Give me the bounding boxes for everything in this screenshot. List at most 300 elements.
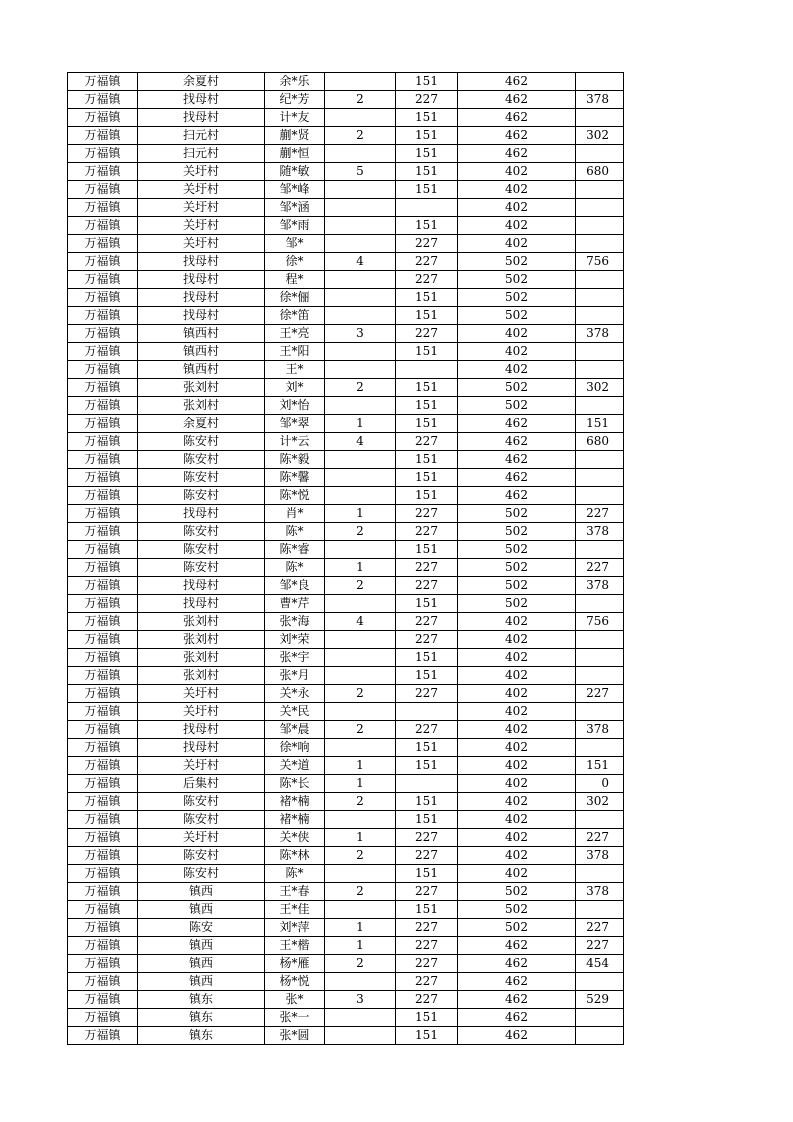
household-count-cell xyxy=(325,361,396,379)
village-cell: 镇东 xyxy=(138,1009,265,1027)
village-cell: 张刘村 xyxy=(138,379,265,397)
name-cell: 陈*睿 xyxy=(265,541,325,559)
village-cell: 找母村 xyxy=(138,739,265,757)
table-row xyxy=(68,991,624,1009)
town-cell: 万福镇 xyxy=(68,91,138,109)
town-cell: 万福镇 xyxy=(68,253,138,271)
table-row xyxy=(68,397,624,415)
name-cell: 徐*俪 xyxy=(265,289,325,307)
table-row xyxy=(68,523,624,541)
name-cell: 曹*芹 xyxy=(265,595,325,613)
base-cell: 502 xyxy=(458,289,576,307)
name-cell: 杨*悦 xyxy=(265,973,325,991)
standard-cell: 151 xyxy=(396,289,458,307)
name-cell: 王*佳 xyxy=(265,901,325,919)
table-row xyxy=(68,127,624,145)
amount-cell: 454 xyxy=(576,955,624,973)
amount-cell xyxy=(576,307,624,325)
town-cell: 万福镇 xyxy=(68,613,138,631)
household-count-cell xyxy=(325,199,396,217)
village-cell: 扫元村 xyxy=(138,127,265,145)
amount-cell xyxy=(576,181,624,199)
town-cell: 万福镇 xyxy=(68,487,138,505)
town-cell: 万福镇 xyxy=(68,703,138,721)
base-cell: 402 xyxy=(458,757,576,775)
village-cell: 关圩村 xyxy=(138,217,265,235)
town-cell: 万福镇 xyxy=(68,775,138,793)
name-cell: 关*侠 xyxy=(265,829,325,847)
village-cell: 关圩村 xyxy=(138,829,265,847)
name-cell: 陈* xyxy=(265,865,325,883)
standard-cell: 151 xyxy=(396,739,458,757)
amount-cell xyxy=(576,739,624,757)
village-cell: 镇东 xyxy=(138,991,265,1009)
table-row xyxy=(68,793,624,811)
standard-cell: 227 xyxy=(396,631,458,649)
standard-cell: 151 xyxy=(396,595,458,613)
table-row xyxy=(68,217,624,235)
base-cell: 402 xyxy=(458,865,576,883)
standard-cell xyxy=(396,199,458,217)
village-cell: 张刘村 xyxy=(138,613,265,631)
household-count-cell xyxy=(325,397,396,415)
name-cell: 刘*怡 xyxy=(265,397,325,415)
standard-cell: 227 xyxy=(396,955,458,973)
standard-cell: 227 xyxy=(396,721,458,739)
village-cell: 镇西 xyxy=(138,973,265,991)
base-cell: 402 xyxy=(458,235,576,253)
name-cell: 邹*峰 xyxy=(265,181,325,199)
household-count-cell xyxy=(325,109,396,127)
name-cell: 王*阳 xyxy=(265,343,325,361)
base-cell: 502 xyxy=(458,901,576,919)
standard-cell: 151 xyxy=(396,307,458,325)
table-row xyxy=(68,649,624,667)
base-cell: 402 xyxy=(458,847,576,865)
name-cell: 杨*雁 xyxy=(265,955,325,973)
base-cell: 502 xyxy=(458,919,576,937)
town-cell: 万福镇 xyxy=(68,649,138,667)
household-count-cell xyxy=(325,289,396,307)
household-count-cell: 2 xyxy=(325,91,396,109)
table-row xyxy=(68,379,624,397)
village-cell: 陈安村 xyxy=(138,451,265,469)
base-cell: 402 xyxy=(458,667,576,685)
village-cell: 找母村 xyxy=(138,91,265,109)
name-cell: 计*云 xyxy=(265,433,325,451)
table-row xyxy=(68,289,624,307)
name-cell: 徐* xyxy=(265,253,325,271)
town-cell: 万福镇 xyxy=(68,991,138,1009)
table-row xyxy=(68,937,624,955)
standard-cell: 227 xyxy=(396,253,458,271)
table-row xyxy=(68,235,624,253)
amount-cell: 227 xyxy=(576,937,624,955)
village-cell: 找母村 xyxy=(138,505,265,523)
table-row xyxy=(68,595,624,613)
base-cell: 462 xyxy=(458,127,576,145)
table-row xyxy=(68,613,624,631)
town-cell: 万福镇 xyxy=(68,163,138,181)
base-cell: 402 xyxy=(458,775,576,793)
table-row xyxy=(68,919,624,937)
table-row xyxy=(68,577,624,595)
household-count-cell: 4 xyxy=(325,253,396,271)
base-cell: 502 xyxy=(458,541,576,559)
amount-cell xyxy=(576,487,624,505)
table-row xyxy=(68,325,624,343)
household-count-cell xyxy=(325,73,396,91)
name-cell: 邹*雨 xyxy=(265,217,325,235)
name-cell: 王* xyxy=(265,361,325,379)
name-cell: 张*海 xyxy=(265,613,325,631)
amount-cell: 378 xyxy=(576,91,624,109)
name-cell: 陈*毅 xyxy=(265,451,325,469)
village-cell: 找母村 xyxy=(138,271,265,289)
amount-cell xyxy=(576,541,624,559)
village-cell: 找母村 xyxy=(138,109,265,127)
base-cell: 462 xyxy=(458,973,576,991)
table-row xyxy=(68,883,624,901)
amount-cell xyxy=(576,865,624,883)
name-cell: 张*一 xyxy=(265,1009,325,1027)
base-cell: 402 xyxy=(458,739,576,757)
amount-cell: 378 xyxy=(576,523,624,541)
name-cell: 徐*响 xyxy=(265,739,325,757)
village-cell: 陈安村 xyxy=(138,793,265,811)
village-cell: 镇西 xyxy=(138,937,265,955)
amount-cell: 151 xyxy=(576,415,624,433)
table-row xyxy=(68,1009,624,1027)
base-cell: 402 xyxy=(458,829,576,847)
standard-cell: 151 xyxy=(396,415,458,433)
base-cell: 462 xyxy=(458,469,576,487)
town-cell: 万福镇 xyxy=(68,523,138,541)
table-row xyxy=(68,163,624,181)
village-cell: 陈安村 xyxy=(138,865,265,883)
amount-cell xyxy=(576,271,624,289)
standard-cell: 151 xyxy=(396,865,458,883)
household-count-cell xyxy=(325,451,396,469)
household-count-cell: 2 xyxy=(325,721,396,739)
village-cell: 关圩村 xyxy=(138,757,265,775)
town-cell: 万福镇 xyxy=(68,667,138,685)
amount-cell xyxy=(576,145,624,163)
town-cell: 万福镇 xyxy=(68,973,138,991)
amount-cell xyxy=(576,973,624,991)
amount-cell: 378 xyxy=(576,847,624,865)
amount-cell: 227 xyxy=(576,919,624,937)
amount-cell: 227 xyxy=(576,829,624,847)
name-cell: 程* xyxy=(265,271,325,289)
name-cell: 关*道 xyxy=(265,757,325,775)
town-cell: 万福镇 xyxy=(68,847,138,865)
base-cell: 462 xyxy=(458,1009,576,1027)
household-count-cell xyxy=(325,1009,396,1027)
standard-cell: 227 xyxy=(396,991,458,1009)
town-cell: 万福镇 xyxy=(68,181,138,199)
name-cell: 陈*林 xyxy=(265,847,325,865)
table-body xyxy=(68,73,624,1045)
household-count-cell xyxy=(325,865,396,883)
amount-cell: 529 xyxy=(576,991,624,1009)
village-cell: 关圩村 xyxy=(138,199,265,217)
standard-cell: 151 xyxy=(396,541,458,559)
amount-cell xyxy=(576,451,624,469)
base-cell: 502 xyxy=(458,397,576,415)
name-cell: 刘*荣 xyxy=(265,631,325,649)
village-cell: 镇西 xyxy=(138,883,265,901)
name-cell: 蒯*贤 xyxy=(265,127,325,145)
name-cell: 余*乐 xyxy=(265,73,325,91)
household-count-cell: 5 xyxy=(325,163,396,181)
base-cell: 402 xyxy=(458,793,576,811)
amount-cell: 302 xyxy=(576,127,624,145)
name-cell: 张*圆 xyxy=(265,1027,325,1045)
household-count-cell: 2 xyxy=(325,955,396,973)
name-cell: 徐*笛 xyxy=(265,307,325,325)
village-cell: 镇西村 xyxy=(138,343,265,361)
name-cell: 邹*晨 xyxy=(265,721,325,739)
table-row xyxy=(68,847,624,865)
village-cell: 陈安村 xyxy=(138,847,265,865)
town-cell: 万福镇 xyxy=(68,307,138,325)
table-row xyxy=(68,901,624,919)
name-cell: 陈* xyxy=(265,523,325,541)
village-cell: 找母村 xyxy=(138,577,265,595)
village-cell: 关圩村 xyxy=(138,703,265,721)
base-cell: 462 xyxy=(458,487,576,505)
village-cell: 找母村 xyxy=(138,253,265,271)
name-cell: 邹*翠 xyxy=(265,415,325,433)
standard-cell: 151 xyxy=(396,451,458,469)
household-count-cell xyxy=(325,1027,396,1045)
standard-cell: 227 xyxy=(396,433,458,451)
base-cell: 462 xyxy=(458,109,576,127)
table-row xyxy=(68,865,624,883)
town-cell: 万福镇 xyxy=(68,541,138,559)
household-count-cell xyxy=(325,271,396,289)
table-row xyxy=(68,181,624,199)
town-cell: 万福镇 xyxy=(68,109,138,127)
town-cell: 万福镇 xyxy=(68,73,138,91)
standard-cell: 227 xyxy=(396,829,458,847)
standard-cell: 227 xyxy=(396,937,458,955)
amount-cell: 680 xyxy=(576,433,624,451)
town-cell: 万福镇 xyxy=(68,559,138,577)
standard-cell: 227 xyxy=(396,685,458,703)
household-count-cell xyxy=(325,739,396,757)
town-cell: 万福镇 xyxy=(68,343,138,361)
standard-cell: 151 xyxy=(396,145,458,163)
base-cell: 402 xyxy=(458,343,576,361)
village-cell: 关圩村 xyxy=(138,163,265,181)
amount-cell xyxy=(576,235,624,253)
table-row xyxy=(68,451,624,469)
household-count-cell: 2 xyxy=(325,685,396,703)
standard-cell: 151 xyxy=(396,217,458,235)
village-cell: 镇东 xyxy=(138,1027,265,1045)
name-cell: 陈*馨 xyxy=(265,469,325,487)
table-row xyxy=(68,811,624,829)
amount-cell xyxy=(576,667,624,685)
town-cell: 万福镇 xyxy=(68,271,138,289)
name-cell: 关*永 xyxy=(265,685,325,703)
amount-cell: 227 xyxy=(576,685,624,703)
household-count-cell: 4 xyxy=(325,613,396,631)
household-count-cell: 2 xyxy=(325,793,396,811)
standard-cell: 227 xyxy=(396,271,458,289)
standard-cell: 151 xyxy=(396,1027,458,1045)
name-cell: 纪*芳 xyxy=(265,91,325,109)
amount-cell: 378 xyxy=(576,325,624,343)
household-count-cell: 2 xyxy=(325,577,396,595)
town-cell: 万福镇 xyxy=(68,505,138,523)
standard-cell: 151 xyxy=(396,793,458,811)
amount-cell xyxy=(576,343,624,361)
name-cell: 张*月 xyxy=(265,667,325,685)
amount-cell: 227 xyxy=(576,505,624,523)
town-cell: 万福镇 xyxy=(68,1009,138,1027)
town-cell: 万福镇 xyxy=(68,577,138,595)
town-cell: 万福镇 xyxy=(68,955,138,973)
household-count-cell xyxy=(325,145,396,163)
village-cell: 关圩村 xyxy=(138,181,265,199)
town-cell: 万福镇 xyxy=(68,235,138,253)
table-row xyxy=(68,469,624,487)
table-row xyxy=(68,1027,624,1045)
standard-cell: 151 xyxy=(396,127,458,145)
base-cell: 462 xyxy=(458,415,576,433)
amount-cell xyxy=(576,469,624,487)
town-cell: 万福镇 xyxy=(68,595,138,613)
base-cell: 402 xyxy=(458,631,576,649)
base-cell: 402 xyxy=(458,649,576,667)
household-count-cell: 3 xyxy=(325,325,396,343)
standard-cell: 151 xyxy=(396,469,458,487)
name-cell: 计*友 xyxy=(265,109,325,127)
town-cell: 万福镇 xyxy=(68,865,138,883)
table-row xyxy=(68,721,624,739)
village-cell: 张刘村 xyxy=(138,649,265,667)
table-row xyxy=(68,541,624,559)
town-cell: 万福镇 xyxy=(68,757,138,775)
standard-cell: 227 xyxy=(396,577,458,595)
town-cell: 万福镇 xyxy=(68,379,138,397)
town-cell: 万福镇 xyxy=(68,829,138,847)
amount-cell xyxy=(576,1009,624,1027)
name-cell: 褚*楠 xyxy=(265,793,325,811)
village-cell: 扫元村 xyxy=(138,145,265,163)
name-cell: 蒯*恒 xyxy=(265,145,325,163)
household-count-cell xyxy=(325,811,396,829)
name-cell: 陈* xyxy=(265,559,325,577)
table-row xyxy=(68,361,624,379)
household-count-cell: 1 xyxy=(325,757,396,775)
household-count-cell xyxy=(325,901,396,919)
village-cell: 余夏村 xyxy=(138,415,265,433)
standard-cell: 151 xyxy=(396,163,458,181)
name-cell: 陈*长 xyxy=(265,775,325,793)
household-count-cell xyxy=(325,703,396,721)
town-cell: 万福镇 xyxy=(68,739,138,757)
name-cell: 陈*悦 xyxy=(265,487,325,505)
household-count-cell: 1 xyxy=(325,775,396,793)
base-cell: 462 xyxy=(458,91,576,109)
town-cell: 万福镇 xyxy=(68,145,138,163)
base-cell: 502 xyxy=(458,271,576,289)
village-cell: 镇西村 xyxy=(138,325,265,343)
village-cell: 陈安村 xyxy=(138,811,265,829)
household-count-cell: 1 xyxy=(325,937,396,955)
amount-cell xyxy=(576,199,624,217)
amount-cell xyxy=(576,595,624,613)
base-cell: 402 xyxy=(458,721,576,739)
town-cell: 万福镇 xyxy=(68,199,138,217)
household-count-cell xyxy=(325,541,396,559)
base-cell: 402 xyxy=(458,199,576,217)
town-cell: 万福镇 xyxy=(68,325,138,343)
household-count-cell: 2 xyxy=(325,127,396,145)
standard-cell: 151 xyxy=(396,397,458,415)
town-cell: 万福镇 xyxy=(68,127,138,145)
amount-cell xyxy=(576,217,624,235)
base-cell: 402 xyxy=(458,361,576,379)
household-count-cell: 2 xyxy=(325,379,396,397)
name-cell: 邹*良 xyxy=(265,577,325,595)
table-row xyxy=(68,631,624,649)
standard-cell: 151 xyxy=(396,811,458,829)
base-cell: 402 xyxy=(458,685,576,703)
table-row xyxy=(68,307,624,325)
amount-cell xyxy=(576,73,624,91)
village-cell: 找母村 xyxy=(138,595,265,613)
village-cell: 陈安村 xyxy=(138,559,265,577)
town-cell: 万福镇 xyxy=(68,451,138,469)
household-count-cell: 1 xyxy=(325,505,396,523)
household-count-cell: 1 xyxy=(325,919,396,937)
household-count-cell xyxy=(325,667,396,685)
amount-cell xyxy=(576,703,624,721)
amount-cell xyxy=(576,397,624,415)
amount-cell: 378 xyxy=(576,883,624,901)
town-cell: 万福镇 xyxy=(68,415,138,433)
household-count-cell xyxy=(325,181,396,199)
base-cell: 402 xyxy=(458,613,576,631)
town-cell: 万福镇 xyxy=(68,1027,138,1045)
base-cell: 502 xyxy=(458,577,576,595)
name-cell: 随*敏 xyxy=(265,163,325,181)
standard-cell: 151 xyxy=(396,901,458,919)
household-count-cell xyxy=(325,469,396,487)
village-cell: 关圩村 xyxy=(138,235,265,253)
name-cell: 关*民 xyxy=(265,703,325,721)
table-row xyxy=(68,667,624,685)
town-cell: 万福镇 xyxy=(68,793,138,811)
town-cell: 万福镇 xyxy=(68,685,138,703)
household-count-cell: 4 xyxy=(325,433,396,451)
town-cell: 万福镇 xyxy=(68,217,138,235)
table-row xyxy=(68,739,624,757)
village-cell: 找母村 xyxy=(138,289,265,307)
amount-cell: 0 xyxy=(576,775,624,793)
standard-cell: 151 xyxy=(396,487,458,505)
base-cell: 402 xyxy=(458,217,576,235)
village-cell: 张刘村 xyxy=(138,667,265,685)
household-count-cell: 1 xyxy=(325,829,396,847)
village-cell: 陈安村 xyxy=(138,469,265,487)
village-cell: 张刘村 xyxy=(138,631,265,649)
